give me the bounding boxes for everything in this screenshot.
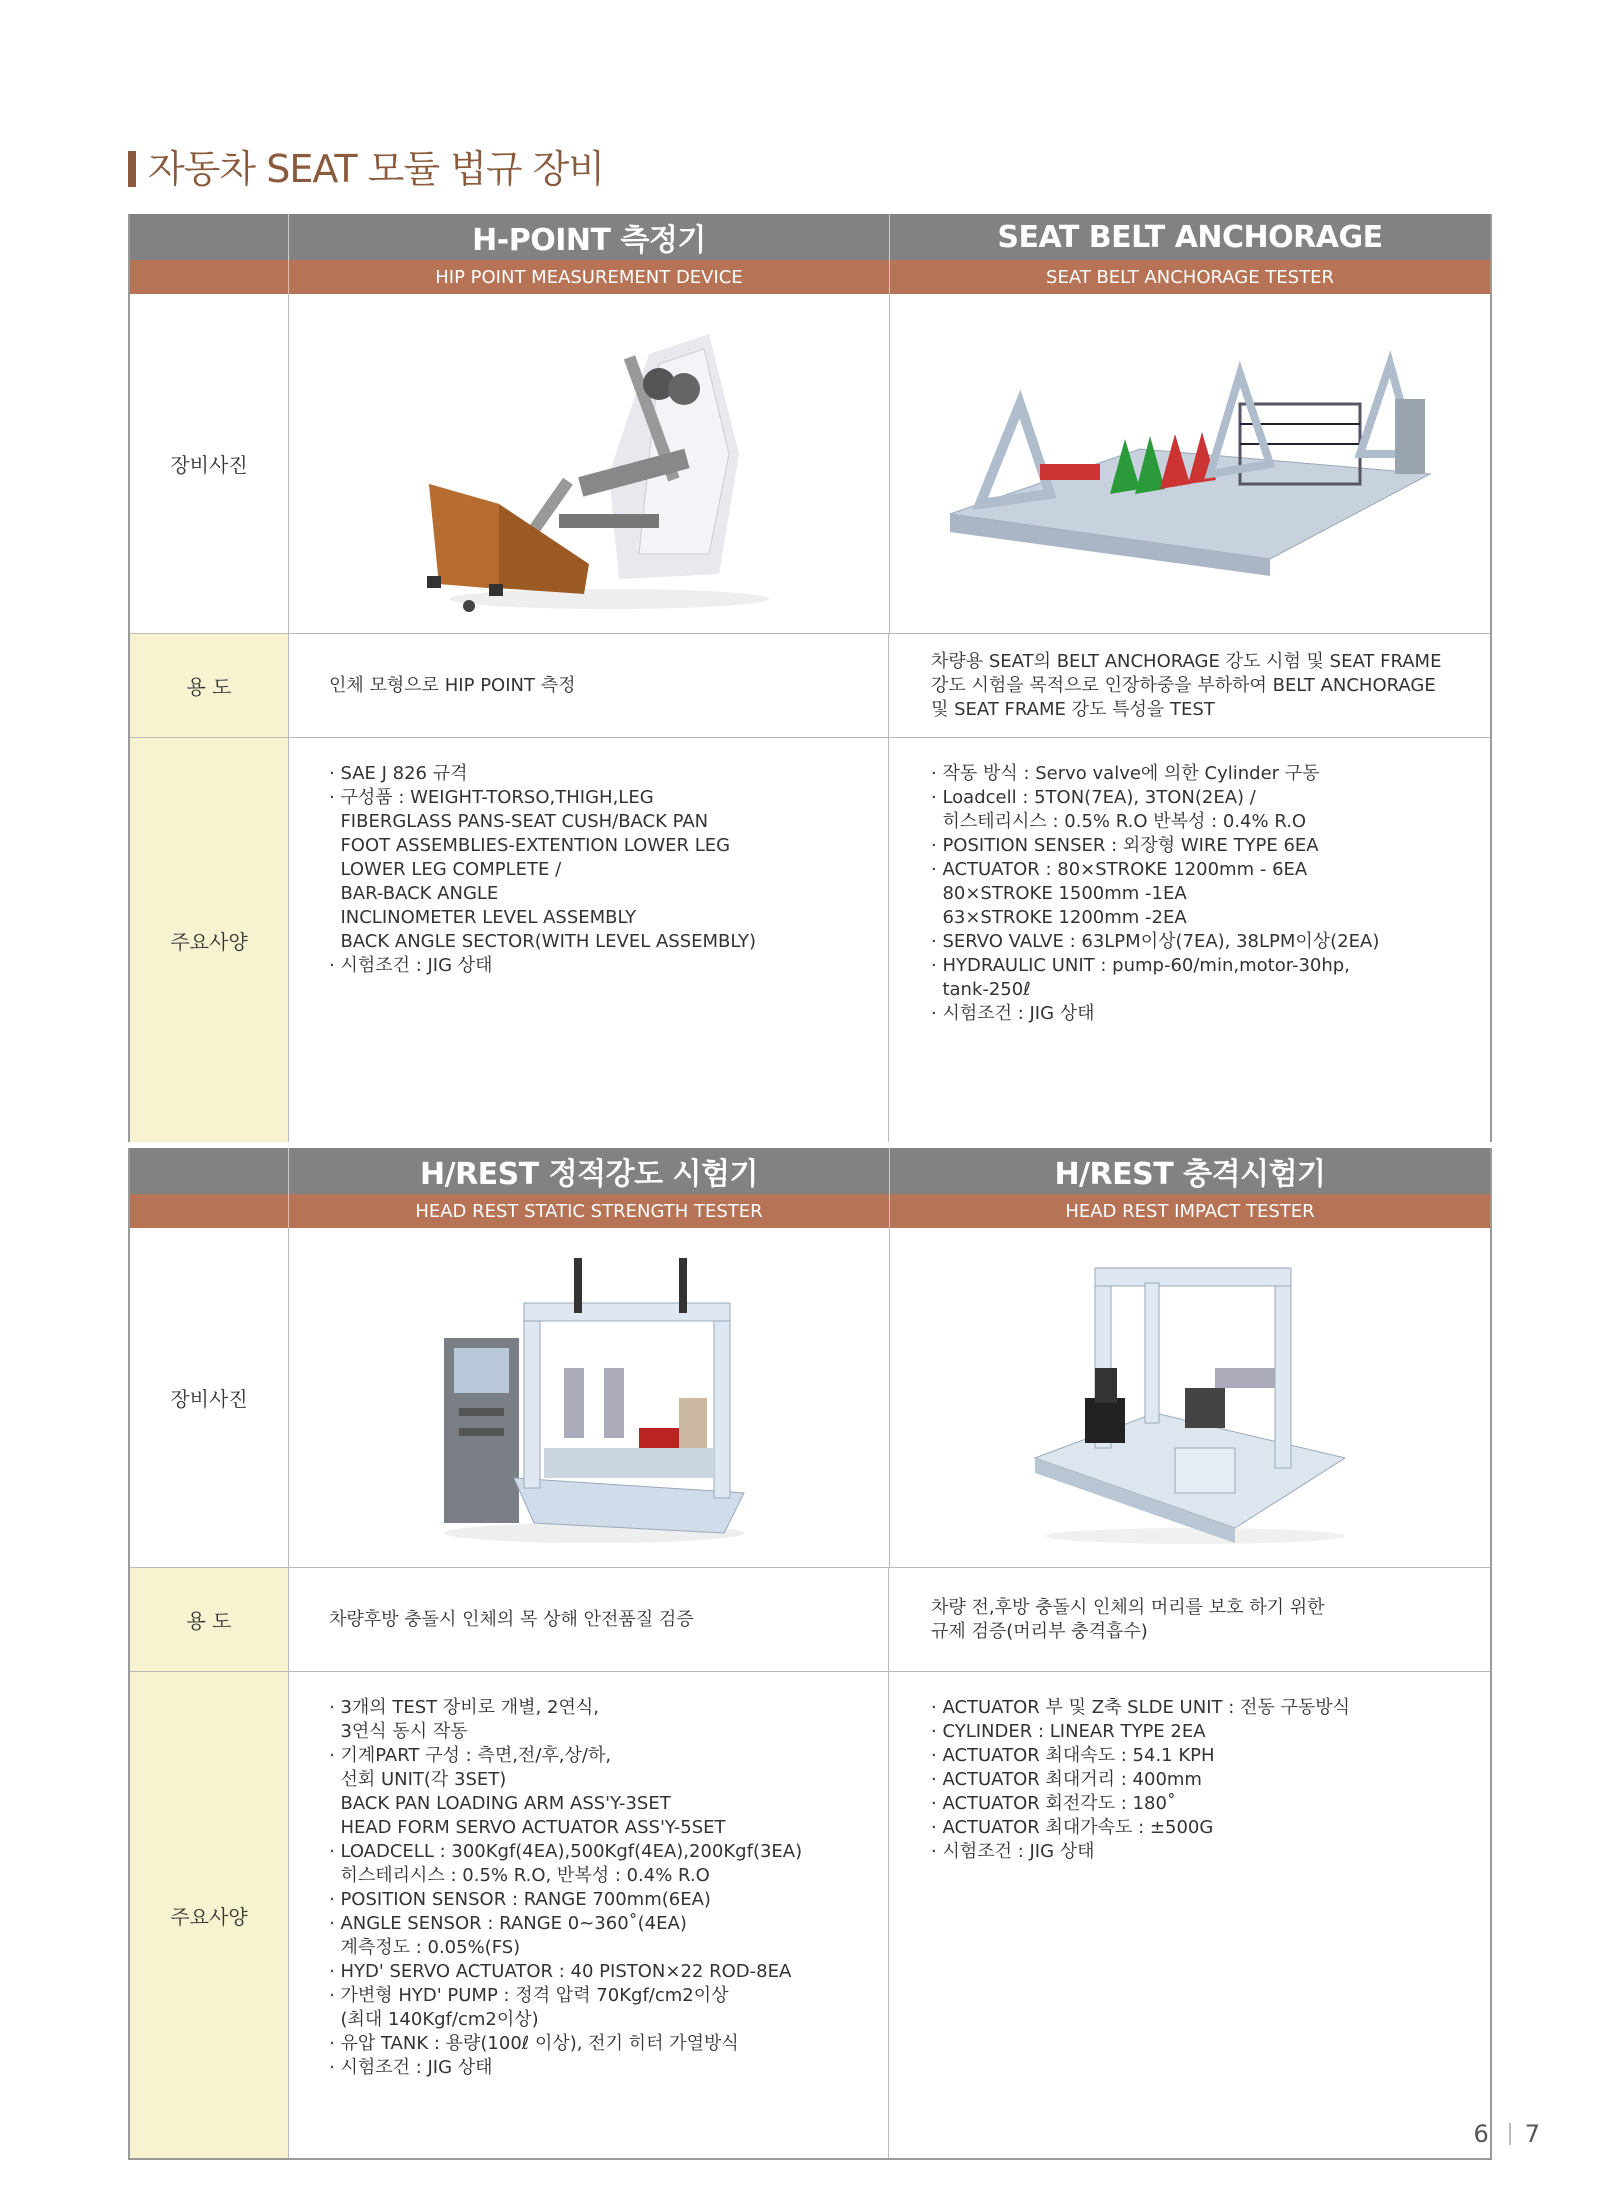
spec-item: HEAD FORM SERVO ACTUATOR ASS'Y-5SET [329, 1817, 726, 1838]
photo-row-1 [130, 294, 1490, 634]
photo-row-2 [130, 1228, 1490, 1568]
table-1-header [130, 214, 1490, 260]
hrest-impact-subtitle: HEAD REST IMPACT TESTER [889, 1194, 1490, 1228]
spec-row-1 [130, 738, 1490, 1142]
spec-item: · 3개의 TEST 장비로 개별, 2연식, [329, 1697, 599, 1718]
seatbelt-photo [889, 294, 1490, 633]
h-point-photo [289, 294, 889, 633]
spec-item: · POSITION SENSER : 외장형 WIRE TYPE 6EA [931, 835, 1319, 856]
spec-item: 계측정도 : 0.05%(FS) [329, 1937, 521, 1958]
spec-label: 주요사양 [130, 1672, 289, 2158]
spec-item: · 시험조건 : JIG 상태 [931, 1003, 1095, 1024]
spec-item: · Loadcell : 5TON(7EA), 3TON(2EA) / [931, 787, 1256, 808]
page-number-right: 7 [1524, 2120, 1546, 2148]
equipment-table-1 [128, 214, 1492, 1142]
hrest-impact-specs [888, 1672, 1490, 2158]
spec-item: 3연식 동시 작동 [329, 1721, 468, 1742]
spec-list [931, 1696, 1490, 1864]
hrest-impact-title: H/REST 충격시험기 [889, 1148, 1490, 1194]
spec-item: · SAE J 826 규격 [329, 763, 468, 784]
use-row-2 [130, 1568, 1490, 1672]
spec-item: (최대 140Kgf/cm2이상) [329, 2009, 539, 2030]
hrest-impact-use-line: 차량 전,후방 충돌시 인체의 머리를 보호 하기 위한 [931, 1596, 1325, 1618]
spec-list [329, 1696, 888, 2080]
page-title [128, 138, 604, 193]
spec-item: · CYLINDER : LINEAR TYPE 2EA [931, 1721, 1206, 1742]
spec-item: FOOT ASSEMBLIES-EXTENTION LOWER LEG [329, 835, 731, 856]
spec-item: 히스테리시스 : 0.5% R.O, 반복성 : 0.4% R.O [329, 1865, 710, 1886]
spec-label: 주요사양 [130, 738, 289, 1142]
spec-item: 히스테리시스 : 0.5% R.O 반복성 : 0.4% R.O [931, 811, 1307, 832]
spec-item: · 가변형 HYD' PUMP : 정격 압력 70Kgf/cm2이상 [329, 1985, 729, 2006]
use-row-1 [130, 634, 1490, 738]
seatbelt-use-line: 차량용 SEAT의 BELT ANCHORAGE 강도 시험 및 SEAT FRAME [931, 650, 1442, 672]
title-bar [128, 151, 136, 187]
spec-item: · 시험조건 : JIG 상태 [329, 2057, 493, 2078]
hrest-static-photo [289, 1228, 889, 1567]
page-title-text: 자동차 SEAT 모듈 법규 장비 [148, 147, 605, 191]
hrest-static-title: H/REST 정적강도 시험기 [420, 1157, 758, 1192]
use-label: 용 도 [130, 1568, 289, 1671]
spec-item: · ACTUATOR 부 및 Z축 SLDE UNIT : 전동 구동방식 [931, 1697, 1351, 1718]
spec-item: · ACTUATOR : 80×STROKE 1200mm - 6EA [931, 859, 1308, 880]
spec-item: 63×STROKE 1200mm -2EA [931, 907, 1187, 928]
h-point-use: 인체 모형으로 HIP POINT 측정 [329, 674, 576, 696]
hrest-static-subtitle: HEAD REST STATIC STRENGTH TESTER [415, 1200, 763, 1222]
spec-item: 80×STROKE 1500mm -1EA [931, 883, 1187, 904]
table-2-header [130, 1148, 1490, 1194]
photo-label: 장비사진 [130, 294, 289, 633]
seatbelt-specs [888, 738, 1490, 1142]
spec-item: · 유압 TANK : 용량(100ℓ 이상), 전기 히터 가열방식 [329, 2033, 739, 2054]
spec-list [329, 762, 888, 978]
spec-item: LOWER LEG COMPLETE / [329, 859, 562, 880]
hrest-impact-use [888, 1568, 1490, 1671]
hrest-static-specs [289, 1672, 888, 2158]
spec-item: · 시험조건 : JIG 상태 [931, 1841, 1095, 1862]
h-point-specs [289, 738, 888, 1142]
seatbelt-subtitle: SEAT BELT ANCHORAGE TESTER [889, 260, 1490, 294]
h-point-device-image [409, 314, 769, 614]
spec-item: · HYDRAULIC UNIT : pump-60/min,motor-30hp, [931, 955, 1350, 976]
spec-item: · 작동 방식 : Servo valve에 의한 Cylinder 구동 [931, 763, 1320, 784]
table-1-subheader [130, 260, 1490, 294]
spec-item: · SERVO VALVE : 63LPM이상(7EA), 38LPM이상(2EA) [931, 931, 1380, 952]
spec-item: · ANGLE SENSOR : RANGE 0~360˚(4EA) [329, 1913, 687, 1934]
spec-item: BAR-BACK ANGLE [329, 883, 499, 904]
h-point-subtitle: HIP POINT MEASUREMENT DEVICE [435, 266, 743, 288]
spec-row-2 [130, 1672, 1490, 2158]
spec-item: · 기계PART 구성 : 측면,전/후,상/하, [329, 1745, 612, 1766]
seatbelt-use-line: 및 SEAT FRAME 강도 특성을 TEST [931, 698, 1215, 720]
hrest-static-image [424, 1248, 754, 1548]
hrest-impact-photo [889, 1228, 1490, 1567]
spec-item: BACK PAN LOADING ARM ASS'Y-3SET [329, 1793, 671, 1814]
photo-label: 장비사진 [130, 1228, 289, 1567]
seatbelt-use-line: 강도 시험을 목적으로 인장하중을 부하하여 BELT ANCHORAGE [931, 674, 1436, 696]
equipment-table-2 [128, 1148, 1495, 2160]
spec-item: · LOADCELL : 300Kgf(4EA),500Kgf(4EA),200Kgf(3EA) [329, 1841, 803, 1862]
spec-item: INCLINOMETER LEVEL ASSEMBLY [329, 907, 637, 928]
use-label: 용 도 [130, 634, 289, 737]
spec-item: · ACTUATOR 회전각도 : 180˚ [931, 1793, 1176, 1814]
hrest-static-use: 차량후방 충돌시 인체의 목 상해 안전품질 검증 [329, 1608, 694, 1630]
spec-item: · 시험조건 : JIG 상태 [329, 955, 493, 976]
h-point-title: H-POINT 측정기 [472, 223, 706, 258]
page-number-left: 6 [1473, 2120, 1495, 2148]
spec-item: · HYD' SERVO ACTUATOR : 40 PISTON×22 ROD-8EA [329, 1961, 792, 1982]
spec-item: FIBERGLASS PANS-SEAT CUSH/BACK PAN [329, 811, 709, 832]
page-separator [1509, 2123, 1511, 2145]
seatbelt-anchorage-image [940, 344, 1440, 584]
seatbelt-title: SEAT BELT ANCHORAGE [889, 214, 1490, 260]
spec-item: · ACTUATOR 최대가속도 : ±500G [931, 1817, 1214, 1838]
table-2-subheader [130, 1194, 1490, 1228]
spec-item: BACK ANGLE SECTOR(WITH LEVEL ASSEMBLY) [329, 931, 757, 952]
hrest-impact-use-line: 규제 검증(머리부 충격흡수) [931, 1620, 1148, 1642]
seatbelt-use [888, 634, 1490, 737]
spec-item: · POSITION SENSOR : RANGE 700mm(6EA) [329, 1889, 711, 1910]
spec-item: · 구성품 : WEIGHT-TORSO,THIGH,LEG [329, 787, 654, 808]
hrest-impact-image [1025, 1248, 1355, 1548]
spec-item: · ACTUATOR 최대속도 : 54.1 KPH [931, 1745, 1215, 1766]
spec-item: tank-250ℓ [931, 979, 1031, 1000]
spec-item: · ACTUATOR 최대거리 : 400mm [931, 1769, 1202, 1790]
page-number [1473, 2120, 1546, 2148]
spec-item: 선회 UNIT(각 3SET) [329, 1769, 507, 1790]
spec-list [931, 762, 1490, 1026]
